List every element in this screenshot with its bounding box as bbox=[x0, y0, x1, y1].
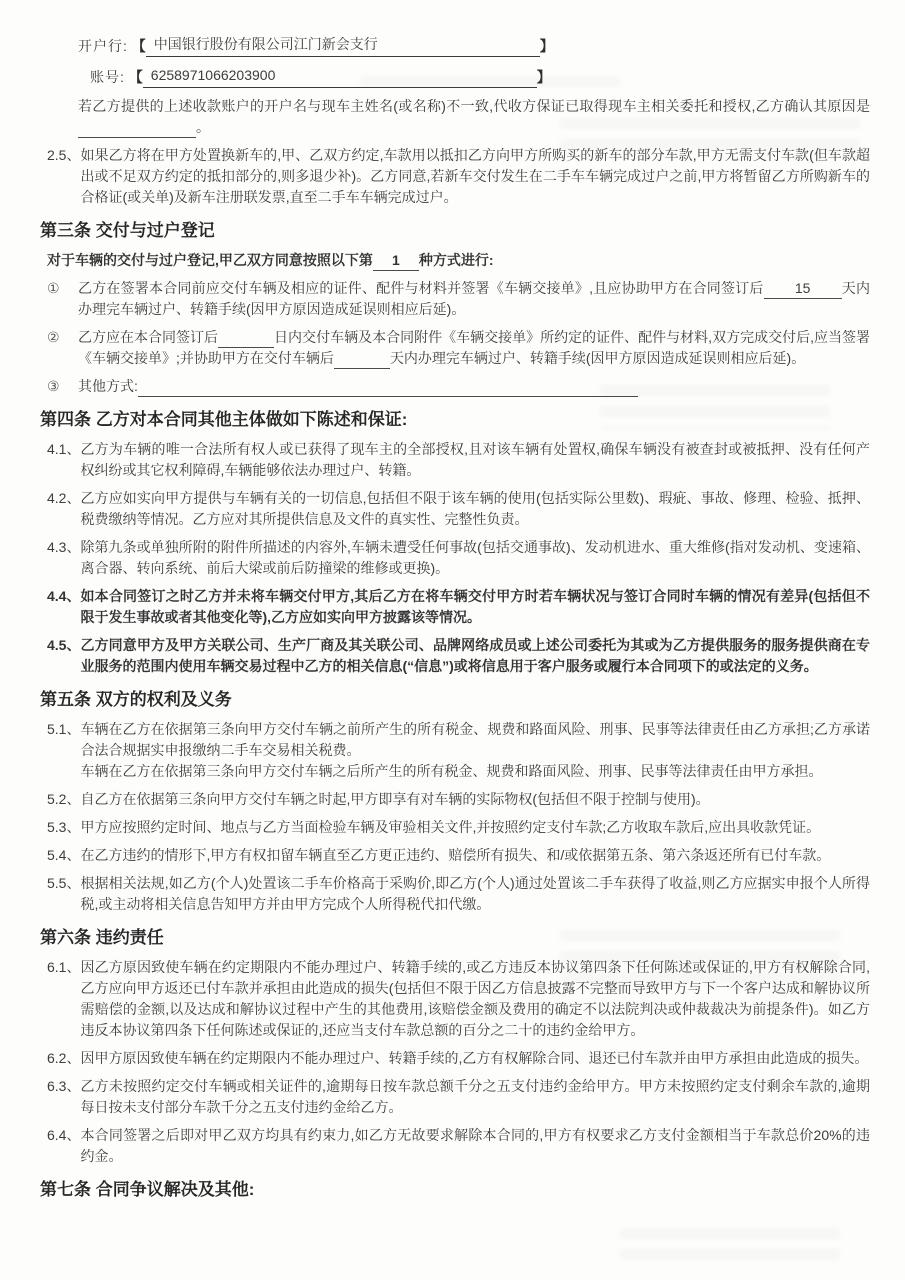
clause-5-4-number: 5.4、 bbox=[47, 847, 81, 863]
clause-5-3-number: 5.3、 bbox=[47, 819, 81, 835]
account-number-row bbox=[90, 65, 870, 88]
section-3-heading: 第三条 交付与过户登记 bbox=[40, 221, 215, 240]
section-3-intro-after: 种方式进行: bbox=[418, 252, 494, 268]
clause-4-4-text: 如本合同签订之时乙方并未将车辆交付甲方,其后乙方在将车辆交付甲方时若车辆状况与签订合同时车辆的情况有差异(包括但不限于发生事故或者其他变化等),乙方应如实向甲方披露该等情况。 bbox=[80, 588, 870, 625]
clause-6-4-text: 本合同签署之后即对甲乙双方均具有约束力,如乙方无故要求解除本合同的,甲方有权要求乙方支付金额相当于车款总价20%的违约金。 bbox=[80, 1127, 870, 1164]
clause-5-5 bbox=[47, 873, 870, 915]
clause-6-3 bbox=[47, 1076, 870, 1118]
clause-5-5-text: 根据相关法规,如乙方(个人)处置该二手车价格高于采购价,即乙方(个人)通过处置该二手车获得了收益,则乙方应据实申报个人所得税,或主动将相关信息告知甲方并由甲方完成个人所得税代扣代缴。 bbox=[80, 875, 870, 912]
open-bracket: 【 bbox=[128, 69, 143, 85]
other-method-blank[interactable] bbox=[138, 381, 638, 397]
mismatch-note-period: 。 bbox=[196, 119, 210, 135]
delivery-option-2 bbox=[47, 327, 870, 369]
clause-6-2 bbox=[47, 1048, 870, 1069]
clause-5-1-text-2: 车辆在乙方在依据第三条向甲方交付车辆之后所产生的所有税金、规费和路面风险、刑事、民事等法律责任由甲方承担。 bbox=[80, 763, 823, 779]
account-number-label: 账号: bbox=[90, 69, 125, 85]
option-2-text-part2: 日内交付车辆及本合同附件《车辆交接单》所约定的证件、配件与材料,双方完成交付后,应当签署《车辆交接单》;并协助甲方在交付车辆后 bbox=[78, 329, 871, 366]
open-bracket: 【 bbox=[131, 38, 146, 54]
close-bracket: 】 bbox=[539, 38, 554, 54]
section-3-intro-before: 对于车辆的交付与过户登记,甲乙双方同意按照以下第 bbox=[47, 252, 373, 268]
account-number-value[interactable]: 6258971066203900 bbox=[143, 65, 537, 88]
clause-6-4-number: 6.4、 bbox=[47, 1127, 81, 1143]
delivery-option-1 bbox=[47, 278, 870, 320]
clause-4-5 bbox=[47, 635, 870, 677]
clause-5-1-number: 5.1、 bbox=[47, 721, 81, 737]
transfer-days-blank[interactable]: 15 bbox=[764, 279, 842, 299]
option-2-text-part3: 天内办理完车辆过户、转籍手续(因甲方原因造成延误则相应后延)。 bbox=[389, 350, 806, 366]
clause-4-2-text: 乙方应如实向甲方提供与车辆有关的一切信息,包括但不限于该车辆的使用(包括实际公里数)、瑕疵、事故、修理、检验、抵押、税费缴纳等情况。乙方应对其所提供信息及文件的真实性、完整性负责。 bbox=[80, 490, 870, 527]
clause-4-3-text: 除第九条或单独所附的附件所描述的内容外,车辆未遭受任何事故(包括交通事故)、发动机进水、重大维修(指对发动机、变速箱、离合器、转向系统、前后大梁或前后防撞梁的维修或更换)。 bbox=[80, 539, 870, 576]
clause-6-3-text: 乙方未按照约定交付车辆或相关证件的,逾期每日按车款总额千分之五支付违约金给甲方。甲方未按照约定支付剩余车款的,逾期每日按未支付部分车款千分之五支付违约金给乙方。 bbox=[80, 1078, 870, 1115]
transfer-days-blank-2[interactable] bbox=[334, 353, 390, 369]
clause-5-2 bbox=[47, 789, 870, 810]
clause-4-5-number: 4.5、 bbox=[47, 637, 81, 653]
clause-6-3-number: 6.3、 bbox=[47, 1078, 81, 1094]
clause-5-3-text: 甲方应按照约定时间、地点与乙方当面检验车辆及审验相关文件,并按照约定支付车款;乙方收取车款后,应出具收款凭证。 bbox=[80, 819, 821, 835]
clause-4-2 bbox=[47, 488, 870, 530]
clause-5-4 bbox=[47, 845, 870, 866]
clause-5-4-text: 在乙方违约的情形下,甲方有权扣留车辆直至乙方更正违约、赔偿所有损失、和/或依据第五条、第六条返还所有已付车款。 bbox=[80, 847, 831, 863]
clause-2-5-text: 如果乙方将在甲方处置换新车的,甲、乙双方约定,车款用以抵扣乙方向甲方所购买的新车的部分车款,甲方无需支付车款(但车款超出或不足双方约定的抵扣部分的,则多退少补)。乙方同意,若新车交付发生在二手车车辆完成过户之前,甲方将暂留乙方所购新车的合格证(或关单)及新车注册联发票,直至二手车车辆完成过户。 bbox=[80, 147, 870, 205]
section-5-heading: 第五条 双方的权利及义务 bbox=[40, 690, 232, 709]
close-bracket: 】 bbox=[536, 69, 551, 85]
clause-6-1-number: 6.1、 bbox=[47, 959, 81, 975]
clause-5-2-number: 5.2、 bbox=[47, 791, 81, 807]
clause-5-2-text: 自乙方在依据第三条向甲方交付车辆之时起,甲方即享有对车辆的实际物权(包括但不限于控制与使用)。 bbox=[80, 791, 710, 807]
clause-6-2-text: 因甲方原因致使车辆在约定期限内不能办理过户、转籍手续的,乙方有权解除合同、退还已付车款并由甲方承担由此造成的损失。 bbox=[80, 1050, 869, 1066]
clause-5-5-number: 5.5、 bbox=[47, 875, 81, 891]
clause-4-5-text: 乙方同意甲方及甲方关联公司、生产厂商及其关联公司、品牌网络成员或上述公司委托为其或为乙方提供服务的服务提供商在专业服务的范围内使用车辆交易过程中乙方的相关信息(“信息”)或将信息用于客户服务或履行本合同项下的或法定的义务。 bbox=[80, 637, 870, 674]
clause-2-5-number: 2.5、 bbox=[47, 147, 81, 163]
section-3-intro bbox=[47, 250, 870, 271]
clause-4-3-number: 4.3、 bbox=[47, 539, 81, 555]
bleed-through-artifact bbox=[620, 1228, 840, 1266]
clause-6-2-number: 6.2、 bbox=[47, 1050, 81, 1066]
clause-2-5 bbox=[47, 145, 870, 208]
clause-4-3 bbox=[47, 537, 870, 579]
option-2-text-part1: 乙方应在本合同签订后 bbox=[78, 329, 219, 345]
clause-6-1 bbox=[47, 957, 870, 1041]
circled-3-marker: ③ bbox=[47, 378, 60, 394]
section-6-heading: 第六条 违约责任 bbox=[40, 928, 164, 947]
option-3-label: 其他方式: bbox=[78, 378, 138, 394]
clause-4-1-text: 乙方为车辆的唯一合法所有权人或已获得了现车主的全部授权,且对该车辆有处置权,确保车辆没有被查封或被抵押、没有任何产权纠纷或其它权利障碍,车辆能够依法办理过户、转籍。 bbox=[80, 441, 870, 478]
clause-4-2-number: 4.2、 bbox=[47, 490, 81, 506]
delivery-days-blank[interactable] bbox=[218, 332, 274, 348]
clause-4-4 bbox=[47, 586, 870, 628]
reason-blank-field[interactable] bbox=[78, 122, 196, 138]
section-7-heading: 第七条 合同争议解决及其他: bbox=[40, 1180, 255, 1199]
mismatch-note-text: 若乙方提供的上述收款账户的开户名与现车主姓名(或名称)不一致,代收方保证已取得现车主相关委托和授权,乙方确认其原因是 bbox=[78, 98, 870, 114]
bank-name-value[interactable]: 中国银行股份有限公司江门新会支行 bbox=[146, 34, 540, 57]
method-number-blank[interactable]: 1 bbox=[373, 251, 419, 271]
bank-name-label: 开户行: bbox=[78, 38, 128, 54]
clause-5-3 bbox=[47, 817, 870, 838]
delivery-option-3 bbox=[47, 376, 870, 397]
bank-name-row bbox=[78, 34, 870, 57]
section-4-heading: 第四条 乙方对本合同其他主体做如下陈述和保证: bbox=[40, 410, 408, 429]
clause-4-1 bbox=[47, 439, 870, 481]
payee-bank-fields bbox=[47, 34, 870, 88]
clause-5-1-text: 车辆在乙方在依据第三条向甲方交付车辆之前所产生的所有税金、规费和路面风险、刑事、民事等法律责任由乙方承担;乙方承诺合法合规据实申报缴纳二手车交易相关税费。 bbox=[80, 721, 870, 758]
option-1-text-after: 天内办理完车辆过户、转籍手续(因甲方原因造成延误则相应后延)。 bbox=[78, 280, 871, 317]
option-1-text-before: 乙方在签署本合同前应交付车辆及相应的证件、配件与材料并签署《车辆交接单》,且应协助甲方在合同签订后 bbox=[78, 280, 764, 296]
clause-5-1 bbox=[47, 719, 870, 782]
clause-6-1-text: 因乙方原因致使车辆在约定期限内不能办理过户、转籍手续的,或乙方违反本协议第四条下任何陈述或保证的,甲方有权解除合同,乙方应向甲方返还已付车款并承担由此造成的损失(包括但不限于因乙方信息披露不完整而导致甲方与下一个客户达成和解协议所需赔偿的金额,以及达成和解协议过程中产生的其他费用,该赔偿金额及费用的确定不以法院判决或仲裁裁决为前提条件)。如乙方违反本协议第四条下任何陈述或保证的,还应当支付车款总额的百分之二十的违约金给甲方。 bbox=[80, 959, 870, 1038]
account-mismatch-note bbox=[78, 96, 870, 138]
clause-4-1-number: 4.1、 bbox=[47, 441, 81, 457]
circled-2-marker: ② bbox=[47, 329, 60, 345]
clause-4-4-number: 4.4、 bbox=[47, 588, 81, 604]
circled-1-marker: ① bbox=[47, 280, 60, 296]
clause-6-4 bbox=[47, 1125, 870, 1167]
